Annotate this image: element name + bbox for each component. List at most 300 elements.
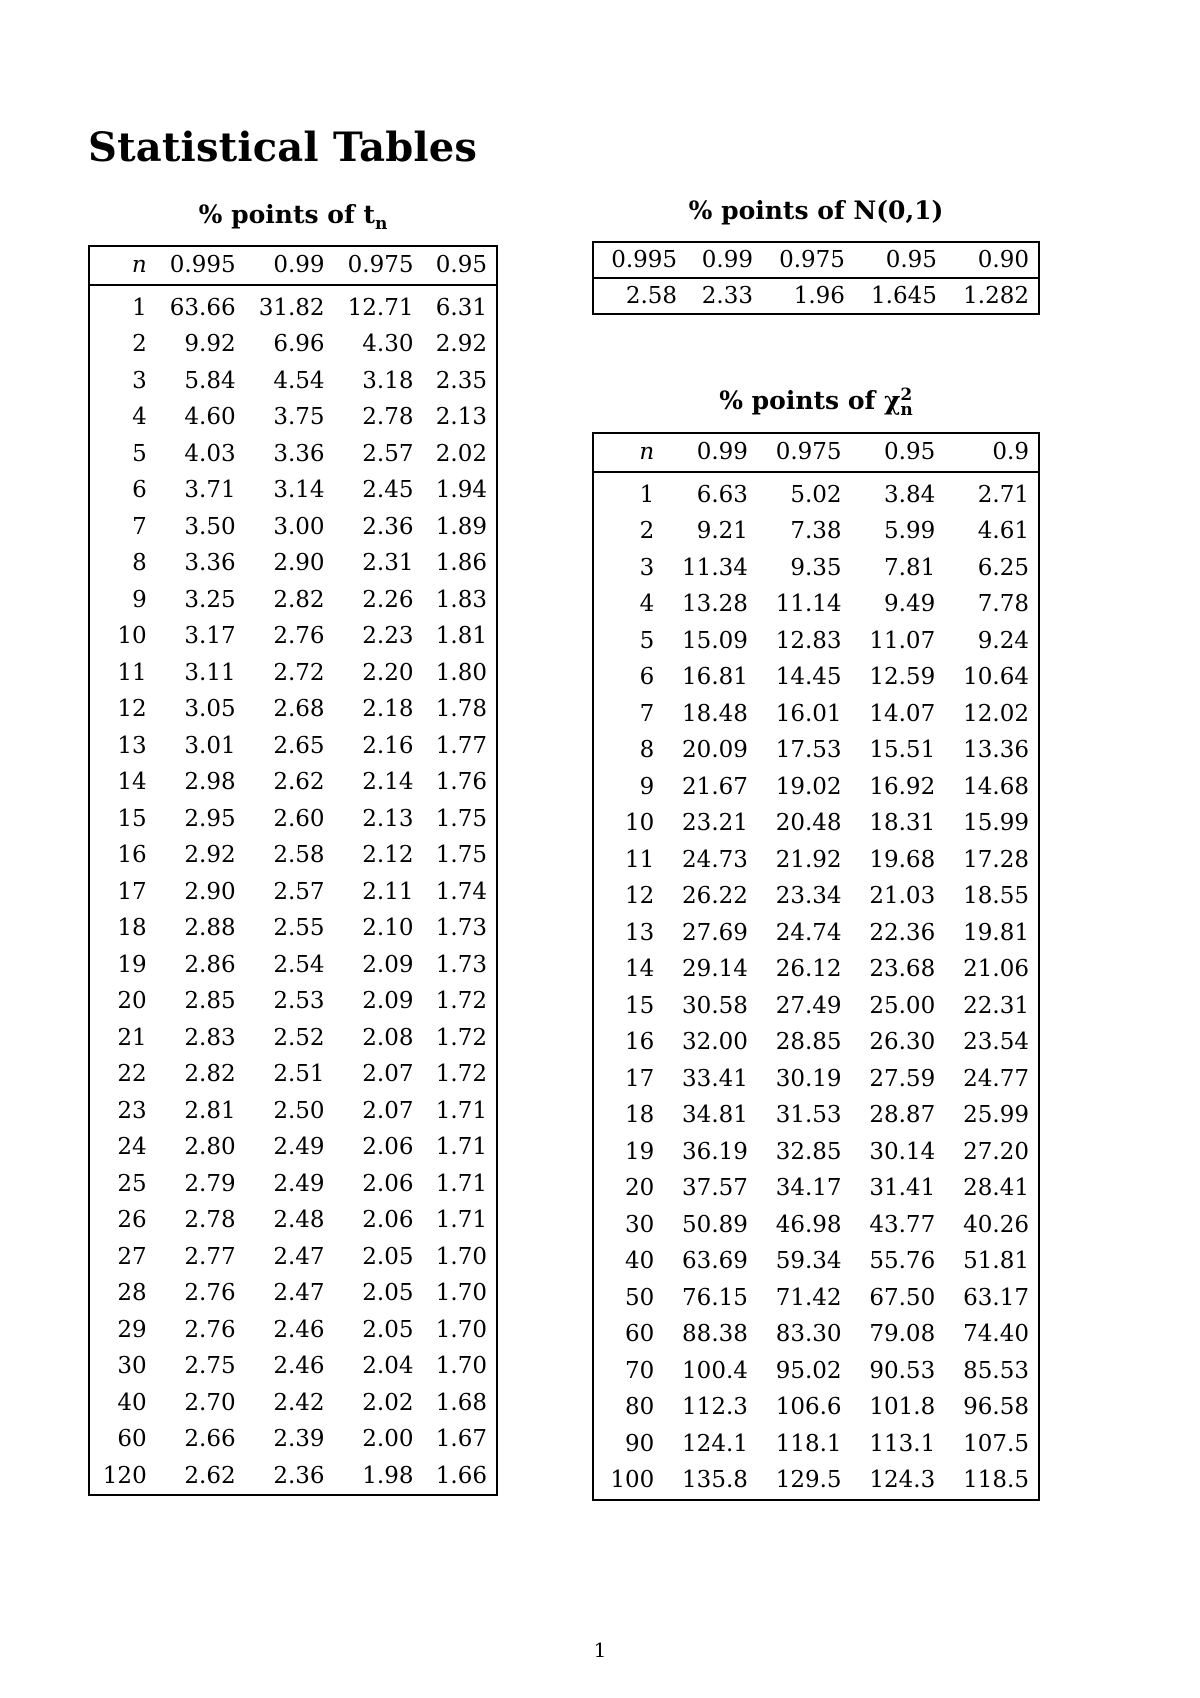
t-table-cell: 2.23 <box>362 623 414 650</box>
chi-table-row <box>593 1024 1039 1061</box>
t-table-cell: 12.71 <box>347 294 414 321</box>
t-table-cell: 2.11 <box>362 878 414 905</box>
t-table-cell: 2.49 <box>273 1134 325 1161</box>
chi-table-cell: 20 <box>624 1175 655 1202</box>
t-table-cell: 5.84 <box>184 367 236 394</box>
chi-table-cell: 83.30 <box>775 1321 842 1348</box>
t-table-header-cell: 0.99 <box>245 246 334 285</box>
chi-table-row <box>593 1426 1039 1463</box>
chi-table-cell: 1 <box>639 481 655 508</box>
chi-table-cell: 30.19 <box>775 1065 842 1092</box>
chi-table-cell: 9.21 <box>696 518 748 545</box>
t-table-cell: 1.80 <box>435 659 487 686</box>
chi-table-cell: 15.99 <box>963 810 1029 837</box>
t-table-cell: 26 <box>117 1207 147 1234</box>
t-table-cell: 3.36 <box>184 550 236 577</box>
t-table-cell: 2.76 <box>273 623 325 650</box>
t-distribution-table <box>88 245 498 1496</box>
t-table-row <box>89 1385 497 1422</box>
t-table-row <box>89 618 497 655</box>
chi-table-cell: 29.14 <box>682 956 748 983</box>
page-title: Statistical Tables <box>88 124 478 171</box>
t-table-cell: 30 <box>117 1353 147 1380</box>
chi-table-cell: 18 <box>624 1102 655 1129</box>
t-table-cell: 2.79 <box>184 1170 236 1197</box>
t-table-cell: 16 <box>117 842 147 869</box>
t-table-row <box>89 472 497 509</box>
chi-table-cell: 30 <box>624 1211 655 1238</box>
t-table-row <box>89 837 497 874</box>
chi-table-cell: 22.31 <box>963 992 1029 1019</box>
t-table-cell: 1.67 <box>435 1426 487 1453</box>
t-table-cell: 2.39 <box>273 1426 325 1453</box>
chi-table-cell: 26.30 <box>869 1029 936 1056</box>
chi-table-cell: 12 <box>624 883 655 910</box>
t-table-cell: 2.85 <box>184 988 236 1015</box>
t-table-header-cell: 0.975 <box>334 246 423 285</box>
chi-table-cell: 21.67 <box>682 773 748 800</box>
chi-table-cell: 124.1 <box>682 1430 748 1457</box>
t-table-cell: 2.57 <box>362 440 414 467</box>
t-table-cell: 2.13 <box>362 805 414 832</box>
chi-table-cell: 113.1 <box>869 1430 936 1457</box>
chi-table-cell: 55.76 <box>869 1248 936 1275</box>
t-table-cell: 1.86 <box>435 550 487 577</box>
t-table-cell: 2.05 <box>362 1243 414 1270</box>
t-table-cell: 2.72 <box>273 659 325 686</box>
chi-table-cell: 33.41 <box>682 1065 748 1092</box>
t-table-cell: 15 <box>117 805 147 832</box>
t-table-cell: 2.31 <box>362 550 414 577</box>
t-table-cell: 2.07 <box>362 1061 414 1088</box>
t-table-cell: 4 <box>132 404 147 431</box>
t-table-cell: 25 <box>117 1170 147 1197</box>
chi-table-header-cell: 0.9 <box>944 433 1039 472</box>
t-table-cell: 2.57 <box>273 878 325 905</box>
t-table-header-row <box>89 246 497 285</box>
chi-table-cell: 16.81 <box>682 664 748 691</box>
t-table-cell: 2.92 <box>435 331 487 358</box>
t-table-row <box>89 1129 497 1166</box>
t-table-cell: 2.13 <box>435 404 487 431</box>
chi-table-cell: 9 <box>639 773 655 800</box>
t-table-cell: 2.07 <box>362 1097 414 1124</box>
t-table-cell: 3.25 <box>184 586 236 613</box>
t-table-cell: 2.95 <box>184 805 236 832</box>
t-table-cell: 29 <box>117 1316 147 1343</box>
chi-table-cell: 14.07 <box>869 700 936 727</box>
t-table-cell: 1.72 <box>435 1024 487 1051</box>
t-table-row <box>89 509 497 546</box>
chi-table-caption-text: % points of χ <box>719 386 901 415</box>
t-table-row <box>89 947 497 984</box>
chi-table-cell: 28.85 <box>775 1029 842 1056</box>
chi-table-cell: 7 <box>639 700 655 727</box>
t-table-row <box>89 983 497 1020</box>
t-table-row <box>89 326 497 363</box>
chi-table-cell: 25.00 <box>869 992 936 1019</box>
chi-table-cell: 12.59 <box>869 664 936 691</box>
t-table-cell: 2.86 <box>184 951 236 978</box>
t-table-cell: 2.66 <box>184 1426 236 1453</box>
chi-table-cell: 11.14 <box>775 591 842 618</box>
chi-table-cell: 5.99 <box>884 518 936 545</box>
t-table-cell: 13 <box>117 732 147 759</box>
t-table-cell: 2.62 <box>184 1462 236 1489</box>
t-table-cell: 1.71 <box>435 1207 487 1234</box>
t-table-cell: 2.51 <box>273 1061 325 1088</box>
t-table-row <box>89 1348 497 1385</box>
t-table-cell: 3.36 <box>273 440 325 467</box>
chi-table-row <box>593 842 1039 879</box>
t-table-cell: 2.08 <box>362 1024 414 1051</box>
chi-table-row <box>593 732 1039 769</box>
chi-table-row <box>593 586 1039 623</box>
t-table-cell: 6.31 <box>435 294 487 321</box>
chi-table-row <box>593 1170 1039 1207</box>
chi-table-cell: 34.81 <box>682 1102 748 1129</box>
chi-table-cell: 15.51 <box>869 737 936 764</box>
chi-table-cell: 74.40 <box>963 1321 1029 1348</box>
t-table-cell: 1.76 <box>435 769 487 796</box>
t-table-header-cell: 0.995 <box>156 246 245 285</box>
chi-table-cell: 9.35 <box>790 554 842 581</box>
chi-table-cell: 7.78 <box>977 591 1029 618</box>
t-table-cell: 1.70 <box>435 1280 487 1307</box>
t-table-cell: 2.98 <box>184 769 236 796</box>
t-table-cell: 19 <box>117 951 147 978</box>
t-table-cell: 18 <box>117 915 147 942</box>
chi-table-row <box>593 1061 1039 1098</box>
chi-table-cell: 79.08 <box>869 1321 936 1348</box>
t-table-cell: 1.71 <box>435 1134 487 1161</box>
t-table-row <box>89 1458 497 1496</box>
t-table-cell: 1.78 <box>435 696 487 723</box>
chi-table-cell: 37.57 <box>682 1175 748 1202</box>
chi-table-cell: 13.28 <box>682 591 748 618</box>
chi-table-cell: 3.84 <box>884 481 936 508</box>
t-table-cell: 2.75 <box>184 1353 236 1380</box>
chi-table-cell: 51.81 <box>963 1248 1029 1275</box>
t-table-row <box>89 655 497 692</box>
chi-table-cell: 100.4 <box>682 1357 748 1384</box>
t-table-cell: 1.94 <box>435 477 487 504</box>
normal-table-cell: 1.282 <box>963 283 1029 309</box>
chi-table-cell: 19.81 <box>963 919 1029 946</box>
t-table-cell: 1.72 <box>435 1061 487 1088</box>
chi-table-cell: 7.38 <box>790 518 842 545</box>
chi-table-row <box>593 1134 1039 1171</box>
chi-table-cell: 40.26 <box>963 1211 1029 1238</box>
t-table-cell: 2.42 <box>273 1389 325 1416</box>
t-table-cell: 3.17 <box>184 623 236 650</box>
normal-table-header-cell: 0.975 <box>762 242 854 278</box>
t-table-cell: 6.96 <box>273 331 325 358</box>
t-table-cell: 1.98 <box>362 1462 414 1489</box>
t-table-row <box>89 1421 497 1458</box>
t-table-cell: 2.00 <box>362 1426 414 1453</box>
chi-table-cell: 107.5 <box>963 1430 1029 1457</box>
chi-table-caption-subscript: n <box>900 399 913 420</box>
t-table-cell: 1.75 <box>435 842 487 869</box>
chi-table-row <box>593 696 1039 733</box>
t-table-cell: 2.26 <box>362 586 414 613</box>
chi-table-cell: 17.53 <box>775 737 842 764</box>
chi-table-cell: 30.14 <box>869 1138 936 1165</box>
t-table-cell: 2.45 <box>362 477 414 504</box>
chi-table-cell: 76.15 <box>682 1284 748 1311</box>
chi-table-row <box>593 1097 1039 1134</box>
normal-table-cell: 1.645 <box>871 283 937 309</box>
chi-table-cell: 124.3 <box>869 1467 936 1494</box>
chi-table-row <box>593 988 1039 1025</box>
chi-table-cell: 70 <box>624 1357 655 1384</box>
chi-table-cell: 80 <box>624 1394 655 1421</box>
t-table-cell: 2.47 <box>273 1243 325 1270</box>
t-table-cell: 2.12 <box>362 842 414 869</box>
chi-table-header-cell: 0.99 <box>663 433 757 472</box>
chi-table-cell: 95.02 <box>775 1357 842 1384</box>
t-table-cell: 4.30 <box>362 331 414 358</box>
t-table-cell: 1.73 <box>435 915 487 942</box>
chi-table-header-cell: 0.95 <box>851 433 945 472</box>
t-table-cell: 2.09 <box>362 951 414 978</box>
t-table-cell: 2.02 <box>435 440 487 467</box>
chi-table-cell: 17 <box>624 1065 655 1092</box>
chi-table-cell: 118.1 <box>775 1430 842 1457</box>
t-table-cell: 2.58 <box>273 842 325 869</box>
normal-table-row <box>593 278 1039 314</box>
t-table-cell: 2.46 <box>273 1316 325 1343</box>
t-table-cell: 1.83 <box>435 586 487 613</box>
t-table-body <box>89 285 497 1496</box>
chi-table-cell: 23.54 <box>963 1029 1029 1056</box>
t-table-row <box>89 691 497 728</box>
chi-table-cell: 12.83 <box>775 627 842 654</box>
chi-table-cell: 28.87 <box>869 1102 936 1129</box>
chi-table-cell: 18.55 <box>963 883 1029 910</box>
t-table-cell: 22 <box>117 1061 147 1088</box>
t-table-header-cell: n <box>89 246 156 285</box>
chi-table-cell: 28.41 <box>963 1175 1029 1202</box>
t-table-cell: 2.65 <box>273 732 325 759</box>
t-table-cell: 2.88 <box>184 915 236 942</box>
t-table-cell: 2.10 <box>362 915 414 942</box>
t-table-cell: 21 <box>117 1024 147 1051</box>
t-table-cell: 1.66 <box>435 1462 487 1489</box>
t-table-cell: 2.02 <box>362 1389 414 1416</box>
t-table-cell: 3.14 <box>273 477 325 504</box>
chi-table-cell: 129.5 <box>775 1467 842 1494</box>
t-table-cell: 2.36 <box>273 1462 325 1489</box>
t-table-cell: 23 <box>117 1097 147 1124</box>
normal-table-header-cell: 0.99 <box>686 242 762 278</box>
chi-table-cell: 112.3 <box>682 1394 748 1421</box>
chi-table-cell: 6 <box>639 664 655 691</box>
chi-table-cell: 2 <box>639 518 655 545</box>
page-number: 1 <box>593 1638 607 1662</box>
t-table-cell: 2.70 <box>184 1389 236 1416</box>
normal-table-header-cell: 0.995 <box>593 242 686 278</box>
t-table-cell: 1.72 <box>435 988 487 1015</box>
chi-table-cell: 63.17 <box>963 1284 1029 1311</box>
chi-table-cell: 31.41 <box>869 1175 936 1202</box>
t-table-cell: 10 <box>117 623 147 650</box>
chi-table-cell: 16.01 <box>775 700 842 727</box>
t-table-row <box>89 1202 497 1239</box>
t-table-cell: 14 <box>117 769 147 796</box>
chi-table-cell: 19 <box>624 1138 655 1165</box>
chi-table-row <box>593 1316 1039 1353</box>
t-table-cell: 2.54 <box>273 951 325 978</box>
t-table-cell: 2.48 <box>273 1207 325 1234</box>
chi-table-cell: 31.53 <box>775 1102 842 1129</box>
chi-table-cell: 20.09 <box>682 737 748 764</box>
chi-table-cell: 27.49 <box>775 992 842 1019</box>
t-table-cell: 2.77 <box>184 1243 236 1270</box>
chi-table-cell: 16 <box>624 1029 655 1056</box>
chi-table-cell: 6.63 <box>696 481 748 508</box>
chi-table-row <box>593 513 1039 550</box>
t-table-row <box>89 728 497 765</box>
t-table-cell: 11 <box>117 659 147 686</box>
t-table-cell: 28 <box>117 1280 147 1307</box>
t-table-cell: 1.70 <box>435 1353 487 1380</box>
normal-distribution-table <box>592 241 1040 315</box>
t-table-row <box>89 582 497 619</box>
chi-table-row <box>593 915 1039 952</box>
t-table-cell: 2.78 <box>184 1207 236 1234</box>
chi-table-cell: 4 <box>639 591 655 618</box>
t-table-cell: 3.00 <box>273 513 325 540</box>
t-table-cell: 31.82 <box>258 294 325 321</box>
t-table-cell: 7 <box>132 513 147 540</box>
t-table-cell: 2.90 <box>184 878 236 905</box>
t-table-row <box>89 285 497 327</box>
t-table-row <box>89 1166 497 1203</box>
t-table-cell: 3.71 <box>184 477 236 504</box>
t-table-cell: 2.06 <box>362 1134 414 1161</box>
t-table-cell: 2.20 <box>362 659 414 686</box>
t-table-cell: 1.71 <box>435 1170 487 1197</box>
chi-table-row <box>593 1207 1039 1244</box>
t-table-cell: 12 <box>117 696 147 723</box>
chi-table-cell: 50.89 <box>682 1211 748 1238</box>
t-table-cell: 2.82 <box>184 1061 236 1088</box>
t-table-cell: 2.18 <box>362 696 414 723</box>
t-table-cell: 9 <box>132 586 147 613</box>
chi-table-cell: 11 <box>624 846 655 873</box>
chi-table-cell: 23.21 <box>682 810 748 837</box>
chi-table-cell: 13.36 <box>963 737 1029 764</box>
t-table-cell: 2 <box>132 331 147 358</box>
t-table-cell: 1.75 <box>435 805 487 832</box>
t-table-row <box>89 363 497 400</box>
normal-table-cell: 1.96 <box>793 283 845 309</box>
t-table-cell: 3 <box>132 367 147 394</box>
t-table-row <box>89 1093 497 1130</box>
chi-table-cell: 30.58 <box>682 992 748 1019</box>
t-table-cell: 2.76 <box>184 1316 236 1343</box>
t-table-cell: 2.60 <box>273 805 325 832</box>
chi-table-row <box>593 472 1039 514</box>
t-table-cell: 2.35 <box>435 367 487 394</box>
t-table-cell: 2.06 <box>362 1207 414 1234</box>
chi-table-row <box>593 1462 1039 1500</box>
chi-table-cell: 106.6 <box>775 1394 842 1421</box>
normal-table-header-cell: 0.95 <box>854 242 946 278</box>
t-table-header-cell: 0.95 <box>423 246 497 285</box>
chi-table-cell: 71.42 <box>775 1284 842 1311</box>
chi-table-cell: 4.61 <box>977 518 1029 545</box>
t-table-cell: 2.68 <box>273 696 325 723</box>
t-table-cell: 2.16 <box>362 732 414 759</box>
chi-table-cell: 21.03 <box>869 883 936 910</box>
t-table-cell: 27 <box>117 1243 147 1270</box>
chi-table-cell: 11.34 <box>682 554 748 581</box>
chi-table-cell: 90 <box>624 1430 655 1457</box>
chi-table-cell: 100 <box>610 1467 655 1494</box>
t-table-cell: 2.06 <box>362 1170 414 1197</box>
chi-table-body <box>593 472 1039 1500</box>
chi-table-cell: 14.45 <box>775 664 842 691</box>
t-table-cell: 5 <box>132 440 147 467</box>
t-table-row <box>89 436 497 473</box>
t-table-row <box>89 1312 497 1349</box>
t-table-cell: 1.81 <box>435 623 487 650</box>
chi-table-cell: 50 <box>624 1284 655 1311</box>
t-table-cell: 3.05 <box>184 696 236 723</box>
chi-table-cell: 90.53 <box>869 1357 936 1384</box>
chi-table-cell: 67.50 <box>869 1284 936 1311</box>
normal-table-cell: 2.33 <box>701 283 753 309</box>
chi-table-cell: 14 <box>624 956 655 983</box>
t-table-row <box>89 874 497 911</box>
t-table-cell: 4.54 <box>273 367 325 394</box>
t-table-cell: 2.76 <box>184 1280 236 1307</box>
t-table-cell: 120 <box>102 1462 147 1489</box>
chi-table-row <box>593 1243 1039 1280</box>
chi-table-cell: 27.59 <box>869 1065 936 1092</box>
chi-table-cell: 23.68 <box>869 956 936 983</box>
normal-table-header-cell: 0.90 <box>946 242 1039 278</box>
t-table-cell: 1.71 <box>435 1097 487 1124</box>
chi-table-cell: 20.48 <box>775 810 842 837</box>
chi-table-header-row <box>593 433 1039 472</box>
chi-table-cell: 118.5 <box>963 1467 1029 1494</box>
chi-table-cell: 15 <box>624 992 655 1019</box>
chi-table-cell: 96.58 <box>963 1394 1029 1421</box>
t-table-cell: 3.50 <box>184 513 236 540</box>
t-table-cell: 2.90 <box>273 550 325 577</box>
chi-table-cell: 15.09 <box>682 627 748 654</box>
chi-table-cell: 40 <box>624 1248 655 1275</box>
chi-table-row <box>593 878 1039 915</box>
t-table-cell: 2.53 <box>273 988 325 1015</box>
chi-table-cell: 17.28 <box>963 846 1029 873</box>
t-table-row <box>89 910 497 947</box>
chi-table-cell: 46.98 <box>775 1211 842 1238</box>
chi-table-row <box>593 1280 1039 1317</box>
chi-table-cell: 34.17 <box>775 1175 842 1202</box>
t-table-cell: 60 <box>117 1426 147 1453</box>
normal-table-caption: % points of N(0,1) <box>688 196 944 225</box>
chi-table-cell: 32.00 <box>682 1029 748 1056</box>
chi-table-cell: 22.36 <box>869 919 936 946</box>
chi-table-caption-superscript: 2 <box>900 384 913 405</box>
chi-table-cell: 26.22 <box>682 883 748 910</box>
chi-table-cell: 63.69 <box>682 1248 748 1275</box>
